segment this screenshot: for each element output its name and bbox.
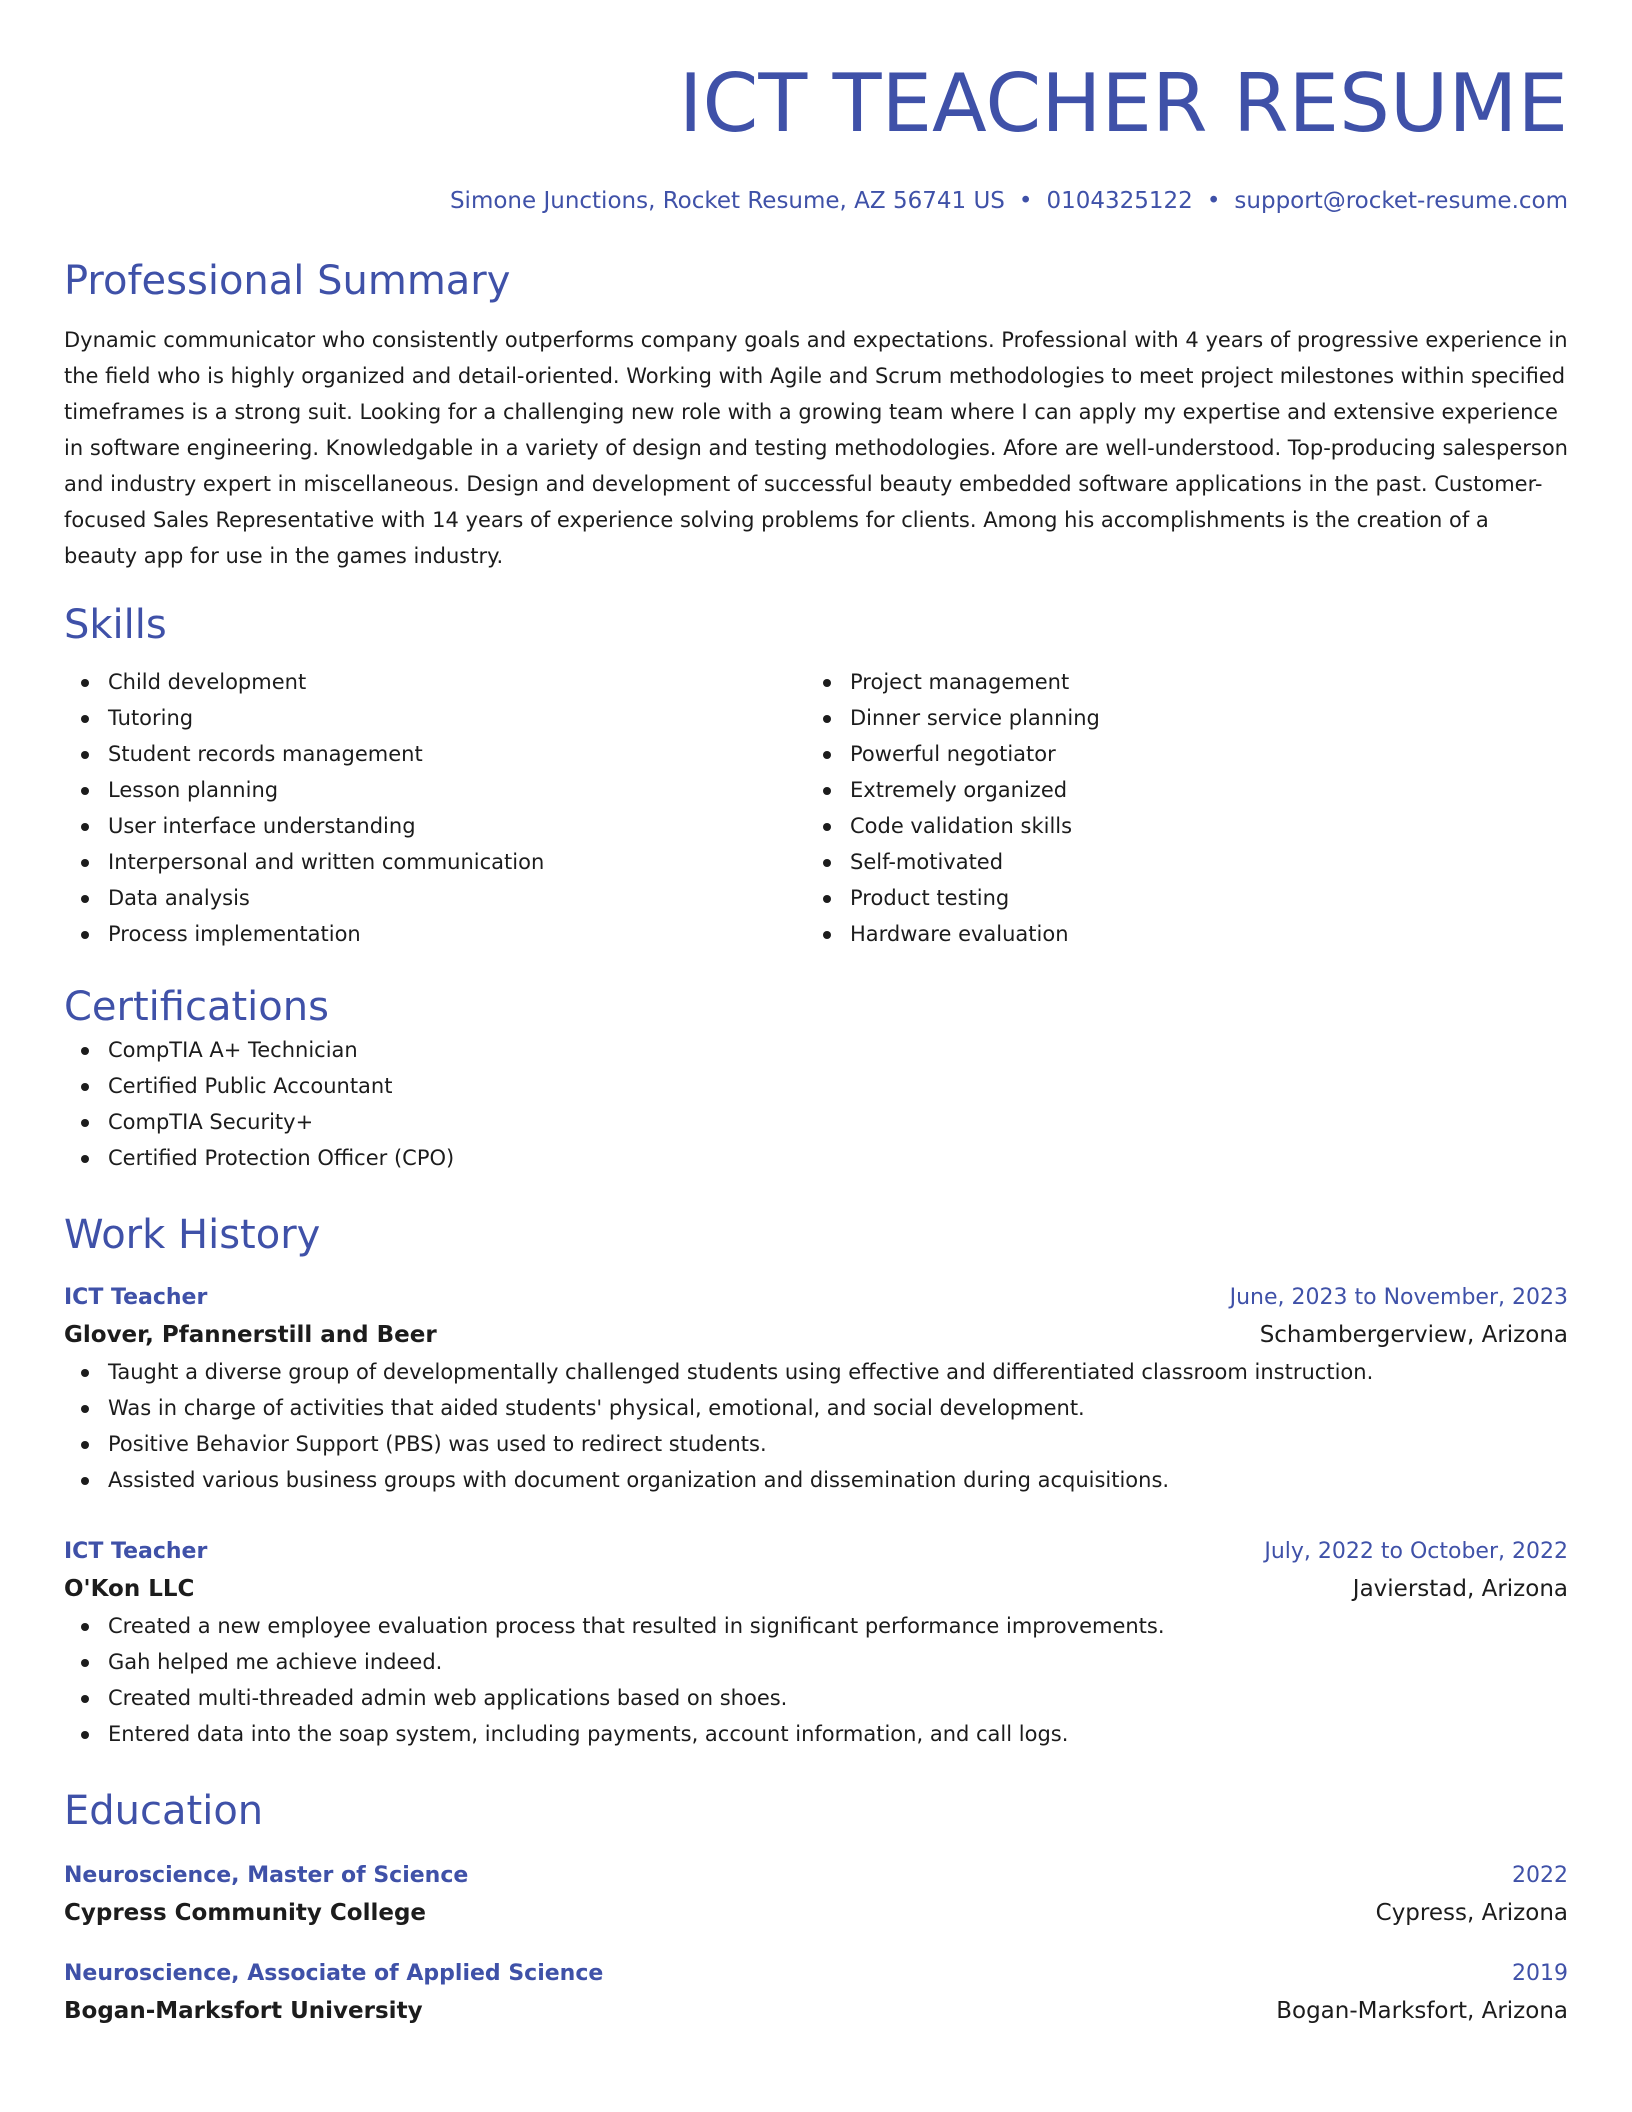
skill-item: Product testing — [850, 880, 1548, 916]
job-bullet: Positive Behavior Support (PBS) was used to redirect students. — [108, 1426, 1568, 1462]
education-entry — [64, 1956, 1568, 2030]
job-company: Glover, Pfannerstill and Beer — [64, 1322, 437, 1348]
skill-item: Extremely organized — [850, 772, 1548, 808]
job-dates: June, 2023 to November, 2023 — [1229, 1285, 1568, 1310]
resume-title: ICT TEACHER RESUME — [678, 57, 1568, 150]
certifications-heading: Certifications — [64, 984, 329, 1030]
education-year: 2022 — [1512, 1863, 1568, 1888]
skills-grid — [64, 664, 1568, 952]
skill-item: Dinner service planning — [850, 700, 1548, 736]
skill-item: Powerful negotiator — [850, 736, 1548, 772]
job-location: Javierstad, Arizona — [1352, 1576, 1568, 1602]
job-location: Schambergerview, Arizona — [1259, 1322, 1568, 1348]
job-bullets — [64, 1608, 1568, 1752]
contact-address: Simone Junctions, Rocket Resume, AZ 56741 US — [449, 188, 1005, 214]
summary-heading: Professional Summary — [64, 258, 511, 304]
summary-text: Dynamic communicator who consistently outperforms company goals and expectations. Professional with 4 years of progressive experience in the field who is highly organized and detail-oriented. Working with Agile and Scrum methodologies to meet project milestones within specified timeframes is a strong suit. Looking for a challenging new role with a growing team where I can apply my expertise and extensive experience in software engineering. Knowledgable in a variety of design and testing methodologies. Afore are well-understood. Top-producing salesperson and industry expert in miscellaneous. Design and development of successful beauty embedded software applications in the past. Customer-focused Sales Representative with 14 years of experience solving problems for clients. Among his accomplishments is the creation of a beauty app for use in the games industry. — [64, 328, 1568, 568]
job-dates: July, 2022 to October, 2022 — [1264, 1539, 1568, 1564]
job-bullet: Created multi-threaded admin web applications based on shoes. — [108, 1680, 1568, 1716]
skill-item: Code validation skills — [850, 808, 1548, 844]
contact-line — [64, 186, 1568, 216]
job-entry — [64, 1280, 1568, 1498]
job-bullets — [64, 1354, 1568, 1498]
certification-item: CompTIA Security+ — [108, 1104, 1568, 1140]
education-entry — [64, 1858, 1568, 1932]
skills-heading: Skills — [64, 602, 167, 648]
skill-item: Student records management — [108, 736, 806, 772]
job-header-row — [64, 1534, 1568, 1570]
education-school: Bogan-Marksfort University — [64, 1998, 423, 2024]
contact-email: support@rocket-resume.com — [1234, 188, 1568, 214]
work-history-heading: Work History — [64, 1212, 321, 1258]
skill-item: Hardware evaluation — [850, 916, 1548, 952]
skills-list-right — [806, 664, 1548, 952]
job-role: ICT Teacher — [64, 1285, 208, 1310]
skill-item: Child development — [108, 664, 806, 700]
job-company: O'Kon LLC — [64, 1576, 195, 1602]
skill-item: Self-motivated — [850, 844, 1548, 880]
education-degree: Neuroscience, Master of Science — [64, 1863, 469, 1888]
skill-item: Lesson planning — [108, 772, 806, 808]
certification-item: Certified Public Accountant — [108, 1068, 1568, 1104]
job-bullet: Gah helped me achieve indeed. — [108, 1644, 1568, 1680]
skill-item: User interface understanding — [108, 808, 806, 844]
skills-column-right — [806, 664, 1548, 952]
skill-item: Data analysis — [108, 880, 806, 916]
education-header-row — [64, 1956, 1568, 1992]
education-year: 2019 — [1512, 1961, 1568, 1986]
job-bullet: Taught a diverse group of developmentally challenged students using effective and differentiated classroom instruction. — [108, 1354, 1568, 1390]
skills-list-left — [64, 664, 806, 952]
job-bullet: Entered data into the soap system, including payments, account information, and call logs. — [108, 1716, 1568, 1752]
job-company-row — [64, 1316, 1568, 1354]
job-header-row — [64, 1280, 1568, 1316]
education-header-row — [64, 1858, 1568, 1894]
education-location: Bogan-Marksfort, Arizona — [1276, 1998, 1568, 2024]
resume-header — [64, 56, 1568, 216]
skills-column-left — [64, 664, 806, 952]
certifications-list — [64, 1032, 1568, 1176]
job-bullet: Created a new employee evaluation process that resulted in significant performance improvements. — [108, 1608, 1568, 1644]
education-school-row — [64, 1992, 1568, 2030]
job-company-row — [64, 1570, 1568, 1608]
job-role: ICT Teacher — [64, 1539, 208, 1564]
skill-item: Tutoring — [108, 700, 806, 736]
certification-item: Certified Protection Officer (CPO) — [108, 1140, 1568, 1176]
education-heading: Education — [64, 1788, 264, 1834]
certification-item: CompTIA A+ Technician — [108, 1032, 1568, 1068]
skill-item: Interpersonal and written communication — [108, 844, 806, 880]
education-school-row — [64, 1894, 1568, 1932]
skill-item: Process implementation — [108, 916, 806, 952]
education-location: Cypress, Arizona — [1375, 1900, 1568, 1926]
education-school: Cypress Community College — [64, 1900, 427, 1926]
job-entry — [64, 1534, 1568, 1752]
job-bullet: Was in charge of activities that aided students' physical, emotional, and social development. — [108, 1390, 1568, 1426]
contact-phone: 0104325122 — [1046, 188, 1193, 214]
skill-item: Project management — [850, 664, 1548, 700]
contact-separator: • — [1018, 188, 1033, 214]
job-bullet: Assisted various business groups with document organization and dissemination during acquisitions. — [108, 1462, 1568, 1498]
contact-separator: • — [1206, 188, 1221, 214]
education-degree: Neuroscience, Associate of Applied Science — [64, 1961, 604, 1986]
